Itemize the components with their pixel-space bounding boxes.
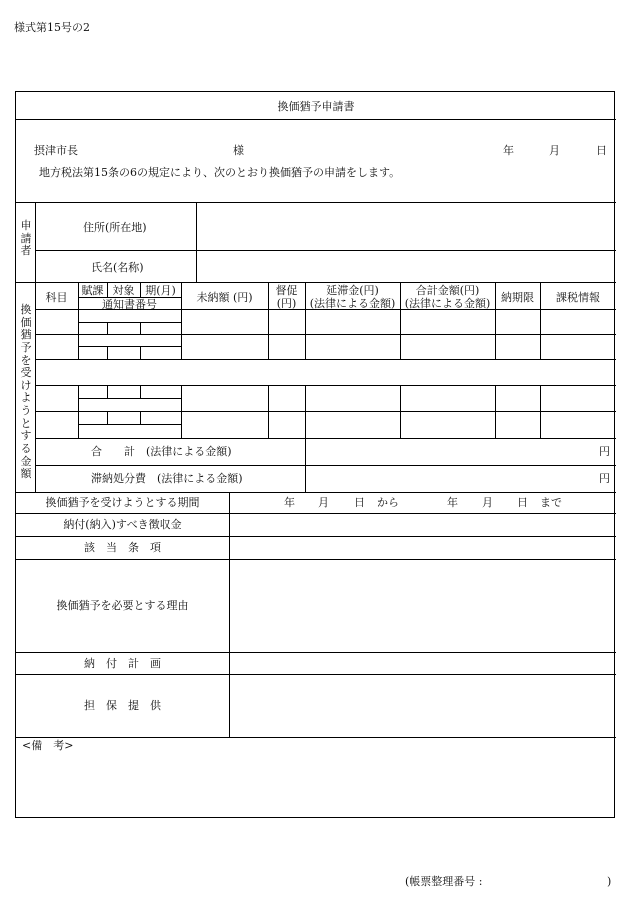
rule — [35, 250, 616, 251]
rule — [16, 492, 616, 493]
rule — [35, 359, 616, 360]
rule — [78, 322, 181, 323]
header-tokusoku-1: 督促 — [275, 284, 298, 297]
header-kazei: 課税情報 — [556, 291, 600, 304]
collateral-label: 担 保 提 供 — [84, 699, 161, 712]
application-form — [15, 91, 615, 818]
period-from-month: 月 — [318, 496, 329, 509]
addressee-honorific: 様 — [233, 144, 244, 157]
date-year-label: 年 — [503, 144, 514, 157]
rule — [268, 385, 269, 439]
rule — [35, 385, 616, 386]
rule — [35, 202, 36, 492]
rule — [78, 424, 181, 425]
rule — [16, 674, 616, 675]
rule — [400, 385, 401, 439]
payable-label: 納付(納入)すべき徴収金 — [63, 518, 182, 531]
plan-input[interactable] — [231, 654, 615, 673]
amount-section-label: 換 価 猶 予 を 受 け よ う と す る 金 額 — [20, 303, 32, 481]
sum-yen: 円 — [599, 445, 610, 458]
period-from-year: 年 — [284, 496, 295, 509]
plan-label: 納 付 計 画 — [84, 657, 161, 670]
rule — [16, 559, 616, 560]
addressee: 摂津市長 — [34, 144, 78, 157]
rule — [181, 385, 182, 439]
rule — [229, 492, 230, 737]
rule — [107, 322, 108, 334]
applicant-section-label: 申 請 者 — [20, 219, 32, 258]
rule — [107, 411, 108, 424]
header-minoufu: 未納額 (円) — [196, 291, 253, 304]
rule — [78, 385, 79, 439]
ledger-number-close: ) — [607, 875, 612, 888]
rule — [35, 465, 616, 466]
applicable-input[interactable] — [231, 538, 615, 558]
collateral-input[interactable] — [231, 676, 615, 736]
header-total-1: 合計金額(円) — [415, 284, 480, 297]
remarks-input[interactable] — [18, 756, 614, 816]
rule — [35, 438, 616, 439]
header-entai-2: (法律による金額) — [309, 297, 396, 310]
rule — [140, 385, 141, 398]
period-label: 換価猶予を受けようとする期間 — [45, 496, 200, 509]
period-to: まで — [540, 496, 562, 509]
reason-label: 換価猶予を必要とする理由 — [56, 599, 189, 612]
ledger-number-label: (帳票整理番号 : — [405, 875, 483, 888]
remarks-label: <備 考> — [22, 739, 74, 752]
header-total-2: (法律による金額) — [404, 297, 491, 310]
header-fuka: 賦課 — [81, 284, 104, 297]
rule — [78, 398, 181, 399]
name-input[interactable] — [198, 252, 615, 281]
period-from-day: 日 — [354, 496, 365, 509]
header-noukigen: 納期限 — [501, 291, 534, 304]
rule — [16, 737, 616, 738]
rule — [196, 202, 197, 282]
taino-yen: 円 — [599, 472, 610, 485]
form-title: 換価猶予申請書 — [277, 100, 355, 113]
rule — [16, 513, 616, 514]
rule — [35, 334, 616, 335]
applicable-label: 該 当 条 項 — [84, 541, 161, 554]
rule — [16, 119, 616, 120]
rule — [540, 385, 541, 439]
header-entai-1: 延滞金(円) — [326, 284, 379, 297]
rule — [16, 282, 616, 283]
taino-label: 滞納処分費 (法律による金額) — [91, 472, 243, 485]
address-input[interactable] — [198, 204, 615, 249]
rule — [35, 411, 616, 412]
header-taisho: 対象 — [112, 284, 135, 297]
period-to-month: 月 — [482, 496, 493, 509]
rule — [78, 346, 181, 347]
header-tokusoku-2: (円) — [276, 297, 297, 310]
sum-label: 合 計 (法律による金額) — [91, 445, 232, 458]
rule — [107, 385, 108, 398]
rule — [107, 346, 108, 359]
form-number: 様式第15号の2 — [14, 21, 90, 34]
address-label: 住所(所在地) — [83, 221, 147, 234]
header-kamoku: 科目 — [45, 291, 68, 304]
header-ki: 期(月) — [145, 284, 176, 297]
rule — [305, 385, 306, 492]
rule — [16, 202, 616, 203]
rule — [16, 652, 616, 653]
reason-input[interactable] — [231, 561, 615, 651]
period-to-day: 日 — [517, 496, 528, 509]
date-day-label: 日 — [596, 144, 607, 157]
statement: 地方税法第15条の6の規定により、次のとおり換価猶予の申請をします。 — [39, 166, 401, 179]
period-from: から — [377, 496, 399, 509]
date-month-label: 月 — [549, 144, 560, 157]
rule — [495, 385, 496, 439]
rule — [16, 536, 616, 537]
rule — [140, 346, 141, 359]
name-label: 氏名(名称) — [91, 261, 144, 274]
payable-input[interactable] — [231, 515, 615, 535]
header-tsuchi: 通知書番号 — [102, 298, 157, 311]
period-to-year: 年 — [447, 496, 458, 509]
rule — [140, 322, 141, 334]
rule — [140, 411, 141, 424]
